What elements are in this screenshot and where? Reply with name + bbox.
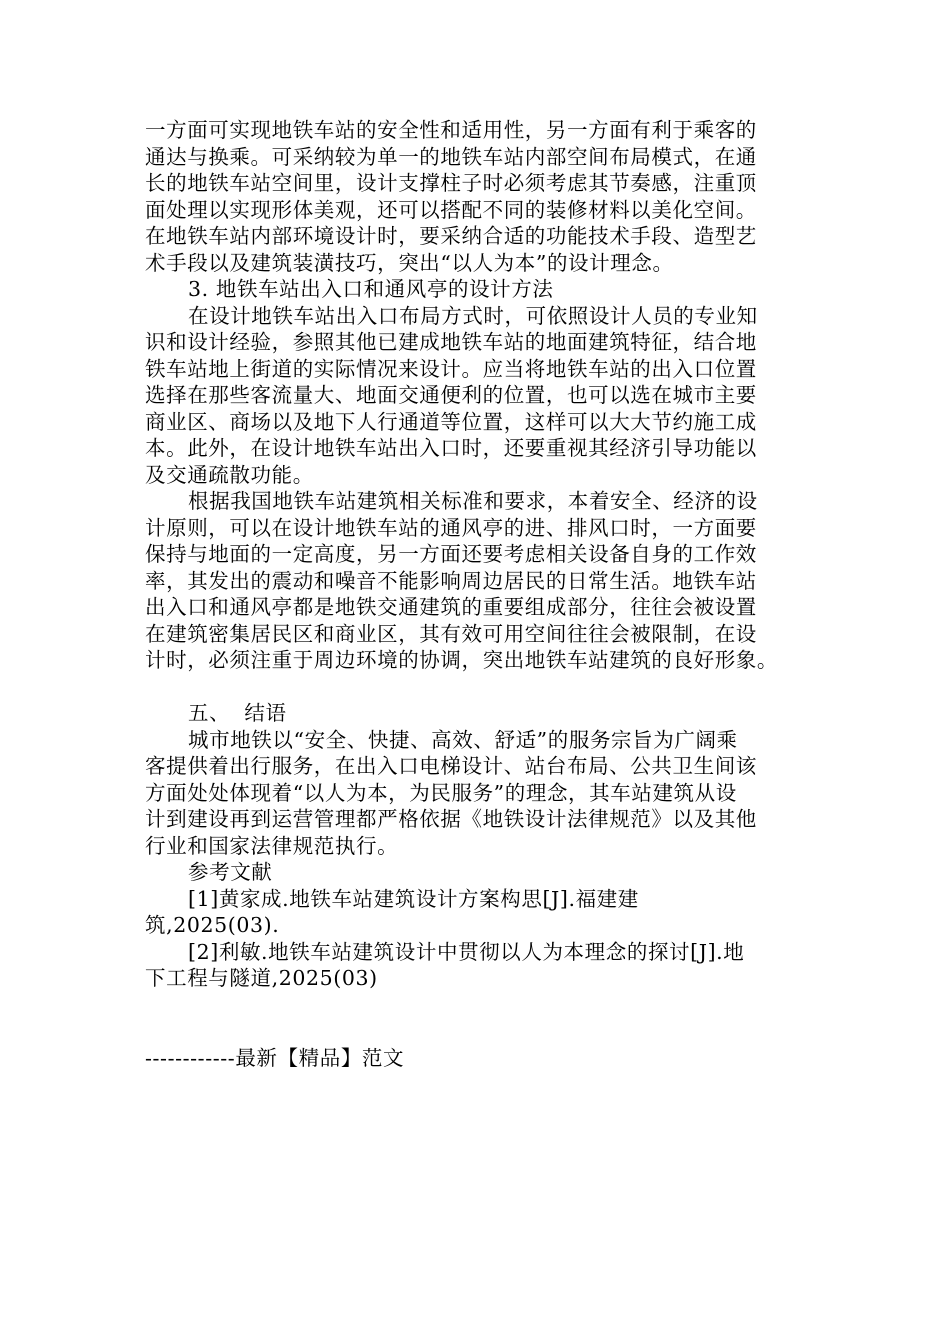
text-line: 选择在那些客流量大、地面交通便利的位置，也可以选在城市主要: [145, 383, 757, 407]
paragraph-interior-design: [145, 117, 805, 276]
text-line: 一方面可实现地铁车站的安全性和适用性，另一方面有利于乘客的: [145, 118, 757, 142]
text-line: 术手段以及建筑装潢技巧，突出“以人为本”的设计理念。: [145, 250, 674, 275]
text-line: 计时，必须注重于周边环境的协调，突出地铁车站建筑的良好形象。: [145, 648, 778, 672]
text-line: 筑,2025(03).: [145, 913, 280, 937]
text-line: 面处理以实现形体美观，还可以搭配不同的装修材料以美化空间。: [145, 197, 757, 222]
reference-item-2: [145, 939, 805, 992]
text-line: 下工程与隧道,2025(03): [145, 966, 378, 990]
text-line: 本。此外，在设计地铁车站出入口时，还要重视其经济引导功能以: [145, 436, 757, 460]
text-line: 行业和国家法律规范执行。: [145, 833, 399, 858]
text-line: 保持与地面的一定高度，另一方面还要考虑相关设备自身的工作效: [145, 542, 757, 566]
text-line: 计到建设再到运营管理都严格依据《地铁设计法律规范》以及其他: [145, 807, 757, 831]
text-line: 根据我国地铁车站建筑相关标准和要求，本着安全、经济的设: [188, 489, 758, 513]
text-line: 长的地铁车站空间里，设计支撑柱子时必须考虑其节奏感，注重顶: [145, 171, 757, 195]
document-page: [145, 117, 805, 1071]
paragraph-entrance-layout: [145, 303, 805, 489]
text-line: 在地铁车站内部环境设计时，要采纳合适的功能技术手段、造型艺: [145, 224, 757, 248]
text-line: 城市地铁以“安全、快捷、高效、舒适”的服务宗旨为广阔乘: [188, 727, 738, 752]
text-line: 计原则，可以在设计地铁车站的通风亭的进、排风口时，一方面要: [145, 515, 757, 540]
paragraph-ventilation-kiosk: [145, 488, 805, 674]
text-line: 方面处处体现着“以人为本，为民服务”的理念，其车站建筑从设: [145, 780, 737, 805]
text-line: 在设计地铁车站出入口布局方式时，可依照设计人员的专业知: [188, 303, 758, 328]
text-line: 客提供着出行服务，在出入口电梯设计、站台布局、公共卫生间该: [145, 754, 757, 778]
text-line: [1]黄家成.地铁车站建筑设计方案构思[J].福建建: [188, 886, 639, 911]
text-line: 识和设计经验，参照其他已建成地铁车站的地面建筑特征，结合地: [145, 330, 757, 354]
blank-line: [145, 674, 805, 701]
footer-text: ------------最新【精品】范文: [145, 1045, 405, 1070]
text-line: 及交通疏散功能。: [145, 462, 314, 487]
text-line: [2]利敏.地铁车站建筑设计中贯彻以人为本理念的探讨[J].地: [188, 939, 745, 964]
text-line: 出入口和通风亭都是地铁交通建筑的重要组成部分，往往会被设置: [145, 595, 757, 619]
paragraph-conclusion: [145, 727, 805, 860]
section-heading-3: 3. 地铁车站出入口和通风亭的设计方法: [188, 277, 554, 301]
text-line: 在建筑密集居民区和商业区，其有效可用空间往往会被限制，在设: [145, 621, 757, 646]
text-line: 商业区、商场以及地下人行通道等位置，这样可以大大节约施工成: [145, 409, 757, 434]
section-heading-conclusion: 五、 结语: [188, 701, 287, 725]
text-line: 铁车站地上街道的实际情况来设计。应当将地铁车站的出入口位置: [145, 356, 757, 381]
references-heading: 参考文献: [188, 860, 273, 884]
reference-item-1: [145, 886, 805, 939]
text-line: 率，其发出的震动和噪音不能影响周边居民的日常生活。地铁车站: [145, 568, 757, 593]
text-line: 通达与换乘。可采纳较为单一的地铁车站内部空间布局模式，在通: [145, 144, 757, 169]
blank-lines: [145, 992, 805, 1045]
